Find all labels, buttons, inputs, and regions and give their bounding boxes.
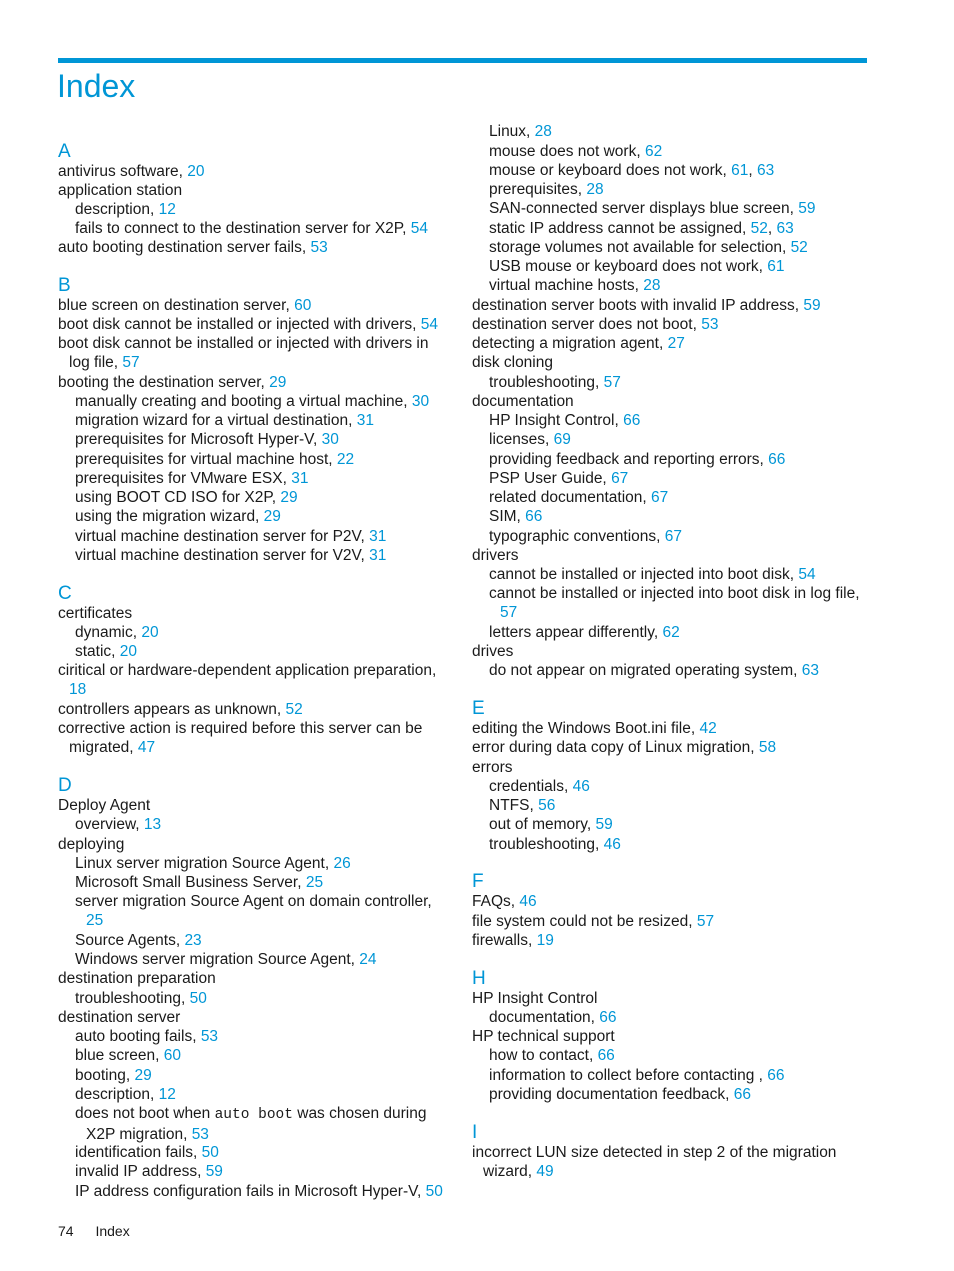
entry-text: corrective action is required before this server can be [58, 720, 423, 737]
page-ref-link[interactable]: 29 [263, 508, 281, 525]
entry-continuation [58, 680, 436, 699]
page-ref-link[interactable]: 31 [291, 470, 309, 487]
page-ref-link[interactable]: 66 [623, 412, 641, 429]
index-subentry [75, 931, 202, 950]
entry-text: documentation [472, 393, 574, 410]
entry-text: destination preparation [58, 970, 216, 987]
page-ref-link[interactable]: 53 [191, 1126, 209, 1144]
page-ref-link[interactable]: 62 [662, 624, 680, 641]
index-subentry [75, 1066, 152, 1085]
entry-text: auto booting fails, [75, 1028, 201, 1045]
page-ref-link[interactable]: 62 [644, 143, 663, 160]
entry-text: HP Insight Control, [489, 412, 624, 429]
entry-text: PSP User Guide, [489, 470, 612, 487]
entry-text: IP address configuration fails in Microsoft Hyper-V, [75, 1183, 426, 1200]
page-ref-link[interactable]: 59 [803, 297, 821, 314]
page-footer [58, 1222, 148, 1240]
entry-text: HP technical support [472, 1028, 615, 1045]
page-ref-link[interactable]: 50 [201, 1144, 219, 1161]
index-entry [472, 642, 513, 661]
entry-text: how to contact, [489, 1047, 598, 1064]
index-subentry [489, 238, 808, 257]
index-subentry [489, 1066, 785, 1085]
index-letter-heading: C [58, 583, 72, 604]
page-ref-link[interactable]: 66 [525, 508, 543, 525]
page-ref-link[interactable]: 63 [776, 220, 794, 237]
entry-code: auto boot [214, 1107, 293, 1123]
index-entry [472, 546, 519, 565]
page-ref-link[interactable]: 60 [163, 1047, 181, 1064]
index-subentry [75, 815, 161, 834]
index-subentry [75, 411, 374, 430]
page-ref-link[interactable]: 26 [333, 855, 351, 872]
index-subentry [489, 488, 668, 507]
index-letter-heading: A [58, 141, 71, 162]
entry-text: Deploy Agent [58, 797, 151, 814]
entry-text: HP Insight Control [472, 990, 598, 1007]
page-number: 74 [58, 1223, 74, 1239]
page-ref-link[interactable]: 12 [158, 201, 176, 218]
index-entry [58, 1008, 180, 1027]
entry-text: prerequisites, [489, 181, 587, 198]
index-subentry: mouse or keyboard does not work, 61, 63 [489, 162, 775, 179]
index-subentry [75, 1046, 181, 1065]
index-entry [472, 315, 718, 334]
index-subentry [75, 1027, 218, 1046]
entry-text: destination server does not boot, [472, 316, 702, 333]
page-ref-link[interactable]: 67 [664, 528, 683, 545]
entry-text: errors [472, 759, 513, 776]
entry-text: mouse does not work, [489, 143, 645, 160]
entry-text: cannot be installed or injected into boot disk, [489, 566, 799, 583]
index-subentry [75, 1085, 176, 1104]
page-ref-link[interactable]: 66 [597, 1047, 615, 1064]
entry-text: antivirus software, [58, 163, 188, 180]
entry-continuation: migrated, 47 [69, 739, 156, 757]
page-ref-link[interactable]: 20 [119, 643, 138, 660]
index-subentry [75, 430, 339, 449]
entry-text: typographic conventions, [489, 528, 665, 545]
entry-text: manually creating and booting a virtual machine, [75, 393, 412, 410]
entry-text: troubleshooting, [489, 374, 604, 391]
entry-text: letters appear differently, [489, 624, 663, 641]
page-ref-link[interactable]: 59 [205, 1163, 223, 1180]
entry-text: dynamic, [75, 624, 142, 641]
entry-text: Source Agents, [75, 932, 185, 949]
index-subentry [489, 777, 590, 796]
entry-text: Microsoft Small Business Server, [75, 874, 306, 891]
page-ref-link[interactable]: 28 [534, 123, 552, 140]
index-subentry [75, 642, 137, 661]
index-letter-heading: D [58, 775, 72, 796]
entry-text: Windows server migration Source Agent, [75, 951, 360, 968]
entry-text: editing the Windows Boot.ini file, [472, 720, 700, 737]
page-ref-link[interactable]: 66 [768, 451, 786, 468]
page-ref-link[interactable]: 20 [141, 624, 159, 641]
page-ref-link[interactable]: 29 [280, 489, 298, 506]
index-subentry [489, 507, 542, 526]
entry-text: static, [75, 643, 120, 660]
page-ref-link[interactable]: 61 [731, 162, 749, 179]
page-ref-link[interactable]: 56 [538, 797, 556, 814]
entry-continuation [75, 911, 432, 930]
entry-text: licenses, [489, 431, 554, 448]
page-ref-link[interactable]: 46 [519, 893, 537, 910]
page-ref-link[interactable]: 22 [336, 451, 355, 468]
index-entry [58, 700, 303, 719]
page-ref-link[interactable]: 53 [701, 316, 719, 333]
page-ref-link[interactable]: 46 [572, 778, 590, 795]
index-entry [472, 392, 574, 411]
entry-text: boot disk cannot be installed or injected with drivers in [58, 335, 429, 352]
page-ref-link[interactable]: 54 [410, 220, 428, 237]
index-subentry: static IP address cannot be assigned, 52, 63 [489, 220, 794, 237]
entry-text: using BOOT CD ISO for X2P, [75, 489, 281, 506]
page-ref-link[interactable]: 19 [536, 932, 554, 949]
index-subentry [489, 257, 785, 276]
entry-text: cannot be installed or injected into boot disk in log file, [489, 585, 860, 602]
entry-text: auto booting destination server fails, [58, 239, 311, 256]
page-ref-link[interactable]: 30 [321, 431, 339, 448]
page-ref-link[interactable]: 66 [599, 1009, 617, 1026]
index-entry [58, 181, 182, 200]
index-subentry [489, 373, 621, 392]
index-entry [58, 835, 124, 854]
page-ref-link[interactable]: 61 [767, 258, 785, 275]
entry-text: blue screen on destination server, [58, 297, 295, 314]
entry-text: ciritical or hardware-dependent application preparation, [58, 662, 437, 679]
page-ref-link[interactable]: 58 [758, 739, 777, 756]
entry-text: migration wizard for a virtual destination, [75, 412, 357, 429]
index-entry [472, 738, 776, 757]
index-subentry [489, 661, 819, 680]
page-title: Index [57, 68, 136, 104]
page-ref-link[interactable]: 57 [603, 374, 621, 391]
entry-text: identification fails, [75, 1144, 202, 1161]
page-ref-link[interactable]: 31 [369, 547, 387, 564]
page-ref-link[interactable]: 52 [750, 220, 768, 237]
index-subentry: does not boot when auto boot was chosen during X2P migration, 53 [75, 1105, 427, 1144]
page-ref-link[interactable]: 27 [667, 335, 685, 352]
index-subentry [489, 199, 816, 218]
index-letter-heading: E [472, 698, 485, 719]
index-subentry [489, 122, 552, 141]
page-ref-link[interactable]: 63 [801, 662, 820, 679]
entry-text: incorrect LUN size detected in step 2 of the migration [472, 1144, 837, 1161]
index-entry [472, 912, 714, 931]
index-entry [58, 969, 216, 988]
index-subentry [75, 854, 351, 873]
entry-continuation: log file, 57 [69, 354, 140, 372]
index-entry [58, 238, 328, 257]
index-subentry [75, 200, 176, 219]
index-entry [472, 1027, 615, 1046]
entry-continuation: X2P migration, 53 [86, 1126, 209, 1144]
page-ref-link[interactable]: 23 [184, 932, 202, 949]
page-ref-link[interactable]: 13 [143, 816, 162, 833]
entry-text: fails to connect to the destination server for X2P, [75, 220, 411, 237]
index-letter-heading: H [472, 968, 486, 989]
page-ref-link[interactable]: 25 [305, 874, 324, 891]
index-subentry [75, 507, 281, 526]
index-entry [472, 296, 821, 315]
index-subentry [489, 180, 604, 199]
entry-text: boot disk cannot be installed or injected with drivers, [58, 316, 421, 333]
page-ref-link[interactable]: 53 [200, 1028, 219, 1045]
index-subentry [75, 1143, 219, 1162]
entry-text: deploying [58, 836, 125, 853]
page-ref-link[interactable]: 52 [790, 239, 808, 256]
entry-text: drives [472, 643, 514, 660]
footer-section: Index [95, 1223, 130, 1239]
entry-text: controllers appears as unknown, [58, 701, 286, 718]
index-subentry [489, 411, 640, 430]
index-letter-heading: F [472, 871, 484, 892]
entry-text: virtual machine destination server for P2V, [75, 528, 370, 545]
index-entry [472, 1143, 836, 1182]
page-ref-link[interactable]: 57 [500, 604, 518, 622]
index-subentry [75, 989, 207, 1008]
entry-text: destination server boots with invalid IP address, [472, 297, 804, 314]
entry-text: prerequisites for Microsoft Hyper-V, [75, 431, 322, 448]
entry-text: firewalls, [472, 932, 537, 949]
page-ref-link[interactable]: 59 [595, 816, 613, 833]
page-ref-link[interactable]: 24 [359, 951, 377, 968]
index-entry [58, 296, 311, 315]
entry-text: storage volumes not available for selection, [489, 239, 791, 256]
index-entry [58, 315, 438, 334]
page-ref-link[interactable]: 66 [767, 1067, 785, 1084]
index-entry [472, 892, 537, 911]
entry-text: booting the destination server, [58, 374, 270, 391]
entry-text: providing documentation feedback, [489, 1086, 734, 1103]
entry-text: providing feedback and reporting errors, [489, 451, 769, 468]
entry-text: overview, [75, 816, 144, 833]
index-entry [58, 373, 286, 392]
entry-text: does not boot when [75, 1105, 215, 1122]
index-subentry [489, 1046, 615, 1065]
page-ref-link[interactable]: 50 [425, 1183, 443, 1200]
index-subentry [75, 450, 354, 469]
entry-text: error during data copy of Linux migration, [472, 739, 759, 756]
entry-text: prerequisites for VMware ESX, [75, 470, 292, 487]
index-subentry [489, 565, 816, 584]
entry-text: USB mouse or keyboard does not work, [489, 258, 768, 275]
page-ref-link[interactable]: 31 [356, 412, 374, 429]
index-entry [58, 661, 436, 700]
page-ref-link[interactable]: 18 [69, 681, 87, 699]
index-subentry [489, 430, 571, 449]
index-subentry [489, 469, 628, 488]
index-subentry [75, 892, 432, 931]
page-ref-link[interactable]: 67 [651, 489, 669, 506]
index-subentry [489, 527, 682, 546]
entry-text: certificates [58, 605, 133, 622]
index-letter-heading: B [58, 275, 71, 296]
entry-text: using the migration wizard, [75, 508, 264, 525]
index-subentry [489, 623, 680, 642]
entry-text: virtual machine destination server for V2V, [75, 547, 370, 564]
index-subentry [75, 546, 386, 565]
entry-text: related documentation, [489, 489, 651, 506]
entry-text: destination server [58, 1009, 181, 1026]
entry-text: file system could not be resized, [472, 913, 697, 930]
index-subentry [489, 1008, 617, 1027]
index-subentry [489, 276, 660, 295]
page-ref-link[interactable]: 52 [285, 701, 303, 718]
index-subentry [75, 950, 377, 969]
index-subentry [75, 527, 386, 546]
entry-text: out of memory, [489, 816, 596, 833]
index-subentry [75, 469, 308, 488]
index-subentry [75, 219, 428, 238]
index-subentry [489, 835, 621, 854]
index-entry [58, 334, 428, 373]
entry-text: detecting a migration agent, [472, 335, 668, 352]
entry-text: documentation, [489, 1009, 600, 1026]
index-subentry [75, 392, 429, 411]
page-ref-link[interactable]: 28 [586, 181, 604, 198]
entry-text: NTFS, [489, 797, 539, 814]
page-ref-link[interactable]: 46 [603, 836, 621, 853]
index-entry [472, 931, 554, 950]
index-entry [58, 796, 150, 815]
entry-text: disk cloning [472, 354, 553, 371]
index-subentry [75, 1182, 443, 1201]
page-ref-link[interactable]: 54 [798, 566, 816, 583]
index-entry [472, 758, 512, 777]
index-subentry [75, 623, 159, 642]
entry-text: blue screen, [75, 1047, 164, 1064]
index-subentry [489, 450, 785, 469]
page-ref-link[interactable]: 60 [294, 297, 312, 314]
page-ref-link[interactable]: 42 [699, 720, 717, 737]
index-entry [58, 604, 132, 623]
entry-text: mouse or keyboard does not work, [489, 162, 732, 179]
page-ref-link[interactable]: 31 [369, 528, 387, 545]
entry-text: static IP address cannot be assigned, [489, 220, 751, 237]
entry-text: invalid IP address, [75, 1163, 206, 1180]
entry-text: information to collect before contacting , [489, 1067, 768, 1084]
index-subentry [75, 488, 298, 507]
entry-text: prerequisites for virtual machine host, [75, 451, 337, 468]
index-entry [58, 162, 204, 181]
entry-text: Linux, [489, 123, 535, 140]
index-entry [472, 353, 553, 372]
entry-text: Linux server migration Source Agent, [75, 855, 334, 872]
page-ref-link[interactable]: 66 [733, 1086, 751, 1103]
entry-continuation: wizard, 49 [483, 1163, 554, 1181]
page-ref-link[interactable]: 30 [411, 393, 430, 410]
index-subentry [75, 1162, 223, 1181]
page-ref-link[interactable]: 20 [187, 163, 205, 180]
page-ref-link[interactable]: 53 [310, 239, 328, 256]
page-ref-link[interactable]: 50 [189, 990, 207, 1007]
entry-text: credentials, [489, 778, 573, 795]
entry-text: do not appear on migrated operating system, [489, 662, 802, 679]
entry-text: troubleshooting, [75, 990, 190, 1007]
page-ref-link[interactable]: 29 [134, 1067, 152, 1084]
entry-text: troubleshooting, [489, 836, 604, 853]
header-rule [58, 58, 867, 63]
entry-text: booting, [75, 1067, 135, 1084]
index-entry [58, 719, 422, 758]
page-ref-link[interactable]: 29 [269, 374, 287, 391]
index-subentry [489, 815, 613, 834]
entry-text: application station [58, 182, 183, 199]
page-ref-link[interactable]: 59 [798, 200, 816, 217]
page-ref-link[interactable]: 28 [643, 277, 661, 294]
index-letter-heading: I [472, 1122, 478, 1143]
entry-text: drivers [472, 547, 519, 564]
index-entry [472, 334, 685, 353]
entry-text: description, [75, 201, 159, 218]
index-subentry [489, 796, 555, 815]
entry-text: SIM, [489, 508, 526, 525]
index-subentry [489, 1085, 751, 1104]
entry-text: SAN-connected server displays blue screen, [489, 200, 799, 217]
page-ref-link[interactable]: 67 [611, 470, 629, 487]
page-ref-link[interactable]: 54 [420, 316, 438, 333]
page-ref-link[interactable]: 57 [122, 354, 140, 372]
page-ref-link[interactable]: 12 [158, 1086, 176, 1103]
entry-text: virtual machine hosts, [489, 277, 644, 294]
page-ref-link[interactable]: 25 [86, 912, 104, 930]
page-ref-link[interactable]: 63 [756, 162, 775, 179]
index-entry [472, 719, 717, 738]
index-subentry [489, 142, 662, 161]
page-ref-link[interactable]: 49 [536, 1163, 554, 1181]
page-ref-link[interactable]: 57 [696, 913, 715, 930]
entry-text: FAQs, [472, 893, 520, 910]
page-ref-link[interactable]: 69 [553, 431, 571, 448]
index-subentry [489, 584, 860, 623]
index-subentry [75, 873, 323, 892]
entry-text: description, [75, 1086, 159, 1103]
entry-continuation [489, 603, 860, 622]
entry-text: server migration Source Agent on domain controller, [75, 893, 432, 910]
page-ref-link[interactable]: 47 [137, 739, 156, 757]
index-entry [472, 989, 598, 1008]
